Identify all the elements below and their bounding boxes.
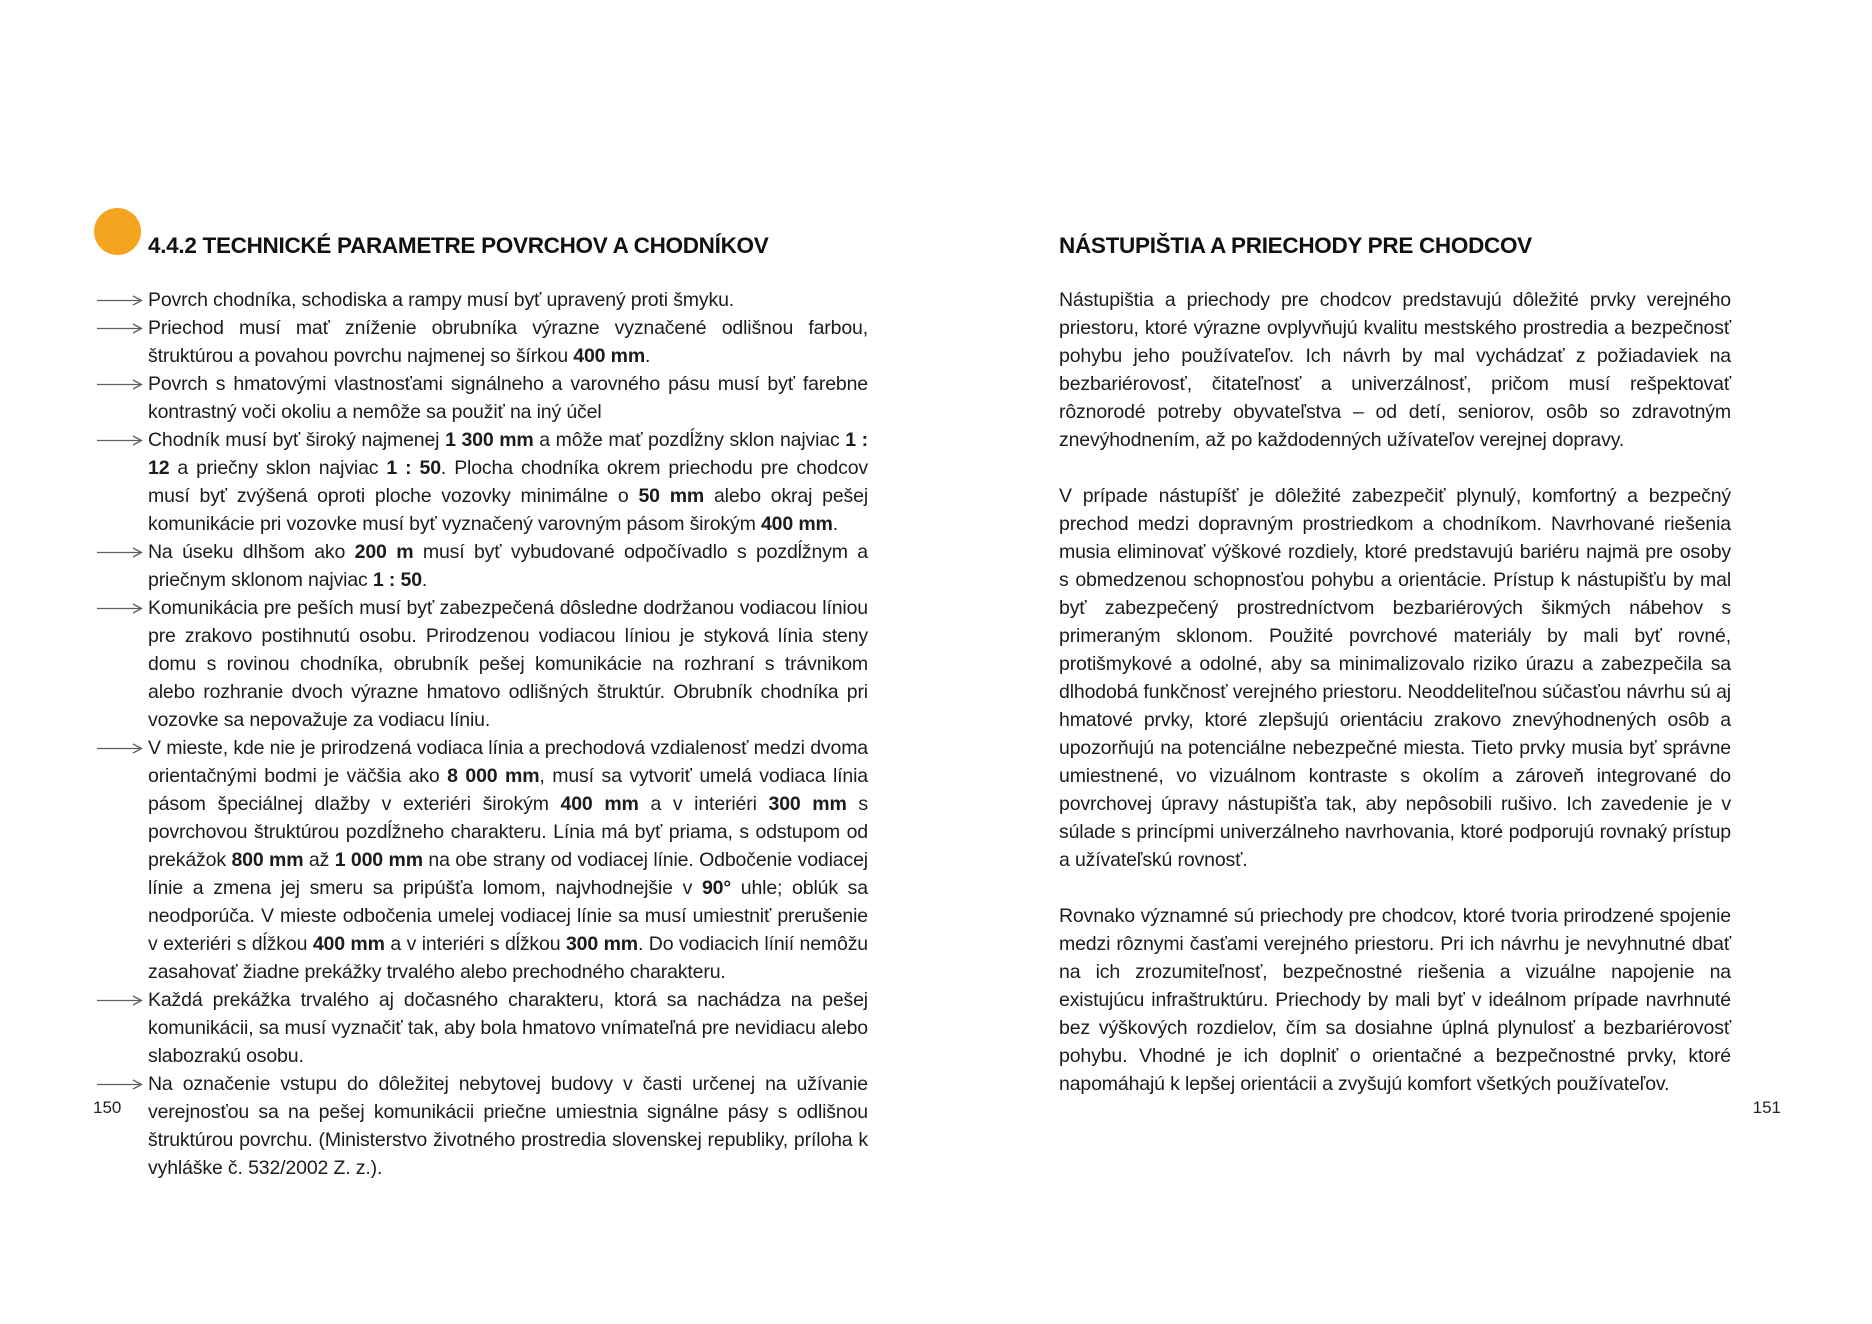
arrow-right-icon [97,370,148,390]
list-item [97,986,868,1070]
paragraph: V prípade nástupíšť je dôležité zabezpečiť plynulý, komfortný a bezpečný prechod medzi dopravným prostriedkom a chodníkom. Navrhované riešenia musia eliminovať výškové rozdiely, ktoré predstavujú bariéru najmä pre osoby s obmedzenou schopnosťou pohybu a orientácie. Prístup k nástupišťu by mal byť zabezpečený prostredníctvom bezbariérových šikmých nábehov s primeraným sklonom. Použité povrchové materiály by mali byť rovné, protišmykové a odolné, aby sa minimalizovalo riziko úrazu a zabezpečila sa dlhodobá funkčnosť verejného priestoru. Neoddeliteľnou súčasťou návrhu sú aj hmatové prvky, ktoré zlepšujú orientáciu zrakovo znevýhodnených osôb a upozorňujú na potenciálne nebezpečné miesta. Tieto prvky musia byť správne umiestnené, vo vizuálnom kontraste s okolím a zároveň integrované do povrchovej úpravy nástupišťa tak, aby nepôsobili rušivo. Ich zavedenie je v súlade s princípmi univerzálneho navrhovania, ktoré podporujú rovnaký prístup a užívateľskú rovnosť. [1059,485,1731,871]
list-item [97,370,868,426]
list-item [97,314,868,370]
paragraph: Nástupištia a priechody pre chodcov predstavujú dôležité prvky verejného priestoru, ktoré výrazne ovplyvňujú kvalitu mestského prostredia a bezpečnosť pohybu jeho používateľov. Ich návrh by mal vychádzať z požiadaviek na bezbariérovosť, čitateľnosť a univerzálnosť, pričom musí rešpektovať rôznorodé potreby obyvateľstva – od detí, seniorov, osôb so zdravotným znevýhodnením, až po každodenných užívateľov verejnej dopravy. [1059,289,1731,451]
bullet-text: Každá prekážka trvalého aj dočasného charakteru, ktorá sa nachádza na pešej komunikácii, sa musí vyznačiť tak, aby bola hmatovo vnímateľná pre nevidiacu alebo slabozrakú osobu. [148,989,868,1067]
bullet-text: Povrch s hmatovými vlastnosťami signálneho a varovného pásu musí byť farebne kontrastný voči okoliu a nemôže sa použiť na iný účel [148,373,868,423]
arrow-right-icon [97,734,148,754]
arrow-right-icon [97,538,148,558]
bullet-text: Priechod musí mať zníženie obrubníka výrazne vyznačené odlišnou farbou, štruktúrou a povahou povrchu najmenej so šírkou 400 mm. [148,317,868,367]
bullet-text: V mieste, kde nie je prirodzená vodiaca línia a prechodová vzdialenosť medzi dvoma orientačnými bodmi je väčšia ako 8 000 mm, musí sa vytvoriť umelá vodiaca línia pásom špeciálnej dlažby v exteriéri širokým 400 mm a v interiéri 300 mm s povrchovou štruktúrou pozdĺžneho charakteru. Línia má byť priama, s odstupom od prekážok 800 mm až 1 000 mm na obe strany od vodiacej línie. Odbočenie vodiacej línie a zmena jej smeru sa pripúšťa lomom, najvhodnejšie v 90° uhle; oblúk sa neodporúča. V mieste odbočenia umelej vodiacej línie sa musí umiestniť prerušenie v exteriéri s dĺžkou 400 mm a v interiéri s dĺžkou 300 mm. Do vodiacich línií nemôžu zasahovať žiadne prekážky trvalého alebo prechodného charakteru. [148,737,869,983]
list-item [97,734,868,986]
arrow-right-icon [97,426,148,446]
arrow-right-icon [97,594,148,614]
page-number-right: 151 [1752,1098,1781,1117]
list-item [97,594,868,734]
bullet-text: Na označenie vstupu do dôležitej nebytovej budovy v časti určenej na užívanie verejnosťou sa na pešej komunikácii priečne umiestnia signálne pásy s odlišnou štruktúrou povrchu. (Ministerstvo životného prostredia slovenskej republiky, príloha k vyhláške č. 532/2002 Z. z.). [148,1073,868,1179]
paragraph: Rovnako významné sú priechody pre chodcov, ktoré tvoria prirodzené spojenie medzi rôznymi časťami verejného priestoru. Pri ich návrhu je nevyhnutné dbať na ich zrozumiteľnosť, bezpečnostné riešenia a vizuálne napojenie na existujúcu infraštruktúru. Priechody by mali byť v ideálnom prípade navrhnuté bez výškových rozdielov, čím sa dosiahne úplná plynulosť a bezbariérovosť pohybu. Vhodné je ich doplniť o orientačné a bezpečnostné prvky, ktoré napomáhajú k lepšej orientácii a zvyšujú komfort všetkých používateľov. [1059,905,1731,1095]
arrow-right-icon [97,1070,148,1090]
body-paragraphs [1059,286,1731,1126]
bullet-text: Na úseku dlhšom ako 200 m musí byť vybudované odpočívadlo s pozdĺžnym a priečnym sklonom najviac 1 : 50. [148,541,869,591]
list-item [97,426,868,538]
arrow-right-icon [97,286,148,306]
list-item [97,286,868,314]
right-page [936,0,1872,1324]
arrow-right-icon [97,986,148,1006]
left-page-title: 4.4.2 TECHNICKÉ PARAMETRE POVRCHOV A CHODNÍKOV [148,233,769,259]
list-item [97,1070,868,1182]
bullet-text: Chodník musí byť široký najmenej 1 300 mm a môže mať pozdĺžny sklon najviac 1 : 12 a priečny sklon najviac 1 : 50. Plocha chodníka okrem priechodu pre chodcov musí byť zvýšená oproti ploche vozovky minimálne o 50 mm alebo okraj pešej komunikácie pri vozovke musí byť vyznačený varovným pásom širokým 400 mm. [148,429,869,535]
page-number-left: 150 [93,1098,122,1117]
bullet-text: Povrch chodníka, schodiska a rampy musí byť upravený proti šmyku. [148,289,735,311]
bullet-list [97,286,868,1182]
section-marker-circle [94,208,141,255]
right-page-title: NÁSTUPIŠTIA A PRIECHODY PRE CHODCOV [1059,233,1532,259]
bullet-text: Komunikácia pre peších musí byť zabezpečená dôsledne dodržanou vodiacou líniou pre zrakovo postihnutú osobu. Prirodzenou vodiacou líniou je styková línia steny domu s rovinou chodníka, obrubník pešej komunikácie na rozhraní s trávnikom alebo rozhranie dvoch výrazne hmatovo odlišných štruktúr. Obrubník chodníka pri vozovke sa nepovažuje za vodiacu líniu. [148,597,868,731]
arrow-right-icon [97,314,148,334]
list-item [97,538,868,594]
